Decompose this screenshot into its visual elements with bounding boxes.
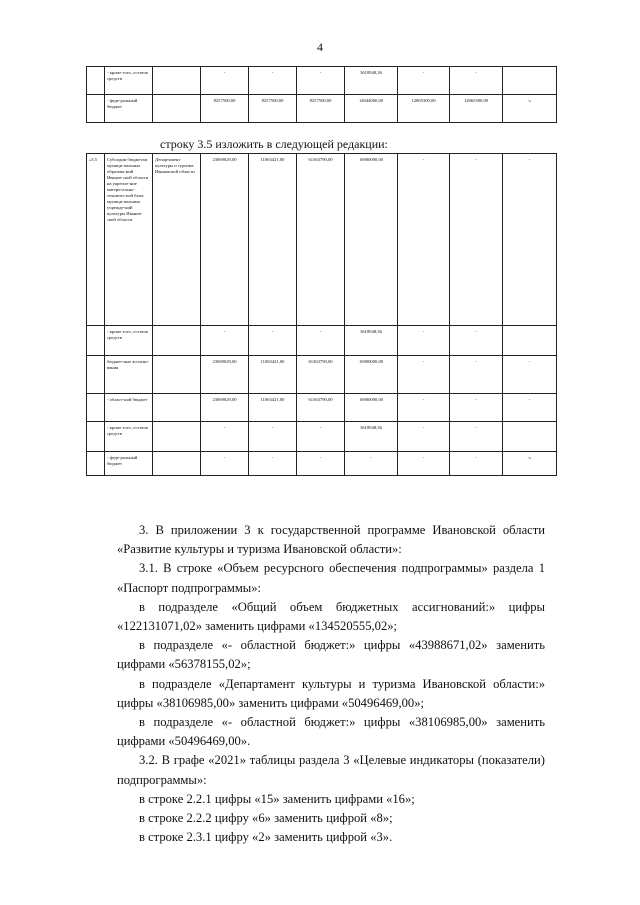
cell-value: - (450, 394, 503, 422)
cell-name: бюджет-ные ассигно-вания (105, 356, 153, 394)
table-top (86, 66, 557, 123)
cell-num (87, 422, 105, 452)
cell-name: - феде-ральный бюджет (105, 95, 153, 123)
cell-name: - кроме того, остаток средств (105, 67, 153, 95)
cell-name: - област-ной бюджет (105, 394, 153, 422)
table-row (87, 422, 557, 452)
cell-value: 3618948,36 (345, 67, 398, 95)
cell-exec (153, 67, 201, 95)
cell-exec: Департамент культуры и туризма Ивановской области (153, 154, 201, 326)
cell-value: - (201, 67, 249, 95)
cell-value: - (450, 452, 503, 476)
table-row (87, 394, 557, 422)
page-number: 4 (317, 40, 323, 54)
paragraph: в подразделе «Общий объем бюджетных ассигнований:» цифры «122131071,02» заменить цифрами «134520555,02»; (117, 599, 545, 634)
cell-exec (153, 326, 201, 356)
cell-value: - (398, 356, 450, 394)
cell-value: -» (503, 95, 557, 123)
cell-value: 8257500,00 (297, 95, 345, 123)
paragraph: в строке 2.2.2 цифру «6» заменить цифрой «8»; (139, 811, 393, 826)
table-row (87, 154, 557, 326)
table-row (87, 67, 557, 95)
cell-value: - (398, 422, 450, 452)
cell-value: 11063421,00 (249, 356, 297, 394)
cell-name: - кроме того, остаток средств (105, 326, 153, 356)
section-caption: строку 3.5 изложить в следующей редакции: (160, 137, 388, 151)
cell-value: 61363790,00 (297, 356, 345, 394)
cell-value: 8257500,00 (249, 95, 297, 123)
cell-value: 23069029,00 (201, 356, 249, 394)
cell-value: 11063421,00 (249, 394, 297, 422)
cell-num: «3.5 (87, 154, 105, 326)
cell-value: 14044000,00 (345, 95, 398, 123)
cell-value: 3618948,36 (345, 422, 398, 452)
cell-value: 3618948,36 (345, 326, 398, 356)
cell-exec (153, 95, 201, 123)
paragraph: 3.1. В строке «Объем ресурсного обеспечения подпрограммы» раздела 1 «Паспорт подпрограммы»: (117, 561, 545, 595)
cell-value: - (345, 452, 398, 476)
cell-value: 12865300,00 (450, 95, 503, 123)
paragraph: в подразделе «- областной бюджет:» цифры «38106985,00» заменить цифрами «50496469,00». (117, 715, 545, 749)
cell-value: 23069029,00 (201, 154, 249, 326)
cell-value: - (249, 67, 297, 95)
cell-name: Субсидии бюджетам муници-пальных образова-ний Иванов-ской области на укрепле-ние матери-ально-техничес-кой базы муници-пальных учрежде-ний культуры Иванов-ской области (105, 154, 153, 326)
cell-value: -» (503, 452, 557, 476)
cell-num (87, 67, 105, 95)
cell-value: - (398, 67, 450, 95)
paragraph: в подразделе «Департамент культуры и туризма Ивановской области:» цифры «38106985,00» заменить цифрами «50496469,00»; (117, 676, 545, 710)
cell-num (87, 452, 105, 476)
cell-value (503, 422, 557, 452)
table-row (87, 356, 557, 394)
cell-value: - (297, 326, 345, 356)
cell-value: - (450, 356, 503, 394)
table-row (87, 452, 557, 476)
cell-value (503, 326, 557, 356)
cell-value: - (201, 326, 249, 356)
paragraph: в строке 2.3.1 цифру «2» заменить цифрой «3». (139, 830, 393, 845)
cell-value: 16900000,00 (345, 356, 398, 394)
cell-value: 16900000,00 (345, 154, 398, 326)
paragraph: 3. В приложении 3 к государственной программе Ивановской области «Развитие культуры и туризма Ивановской области»: (117, 523, 545, 557)
cell-exec (153, 422, 201, 452)
paragraph: 3.2. В графе «2021» таблицы раздела 3 «Целевые индикаторы (показатели) подпрограммы»: (117, 753, 545, 787)
cell-name: - кроме того, остаток средств (105, 422, 153, 452)
cell-num (87, 356, 105, 394)
cell-value: - (297, 422, 345, 452)
cell-value: - (249, 452, 297, 476)
cell-value: - (503, 154, 557, 326)
cell-value: - (398, 394, 450, 422)
cell-value: - (450, 154, 503, 326)
cell-value: 8257500,00 (201, 95, 249, 123)
cell-value: - (249, 326, 297, 356)
cell-num (87, 394, 105, 422)
paragraph: в строке 2.2.1 цифры «15» заменить цифрами «16»; (139, 791, 415, 806)
cell-value: - (503, 394, 557, 422)
cell-value: - (450, 326, 503, 356)
cell-value: 16900000,00 (345, 394, 398, 422)
cell-value: - (201, 422, 249, 452)
cell-value: 61363790,00 (297, 154, 345, 326)
cell-value: - (398, 326, 450, 356)
amendments-text (117, 521, 545, 847)
cell-value: 61363790,00 (297, 394, 345, 422)
cell-value: - (249, 422, 297, 452)
paragraph: в подразделе «- областной бюджет:» цифры «43988671,02» заменить цифрами «56378155,02»; (117, 638, 545, 672)
cell-value: 23069029,00 (201, 394, 249, 422)
cell-value: - (297, 67, 345, 95)
cell-value: 11063421,00 (249, 154, 297, 326)
cell-exec (153, 452, 201, 476)
cell-value: - (450, 67, 503, 95)
cell-value: - (297, 452, 345, 476)
cell-value: - (503, 356, 557, 394)
cell-num (87, 95, 105, 123)
cell-value (503, 67, 557, 95)
cell-num (87, 326, 105, 356)
table-row (87, 326, 557, 356)
table-main (86, 153, 557, 476)
cell-name: - феде-ральный бюджет (105, 452, 153, 476)
cell-value: - (201, 452, 249, 476)
cell-value: - (398, 154, 450, 326)
cell-exec (153, 394, 201, 422)
cell-value: - (398, 452, 450, 476)
cell-exec (153, 356, 201, 394)
cell-value: - (450, 422, 503, 452)
table-row (87, 95, 557, 123)
cell-value: 12865300,00 (398, 95, 450, 123)
